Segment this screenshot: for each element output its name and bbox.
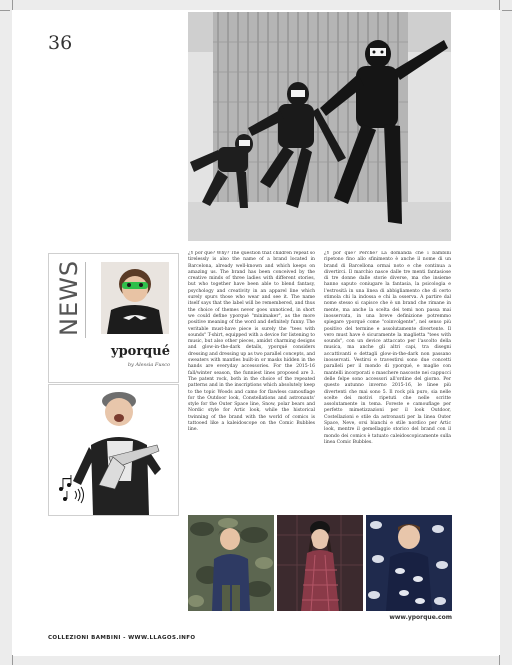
- camo-kid-illustration: [188, 515, 274, 611]
- guitar-kid-photo: [48, 384, 179, 516]
- plaid-dress-girl-photo: [277, 515, 363, 611]
- crop-mark: [12, 655, 13, 665]
- italian-paragraph: ¿Y por qué? Perché? La domanda che i bambini ripetono fino allo sfinimento è anche il nome di un brand di Barcellona ormai noto e che continua a divertirci. Il marchio nasce dalle tre menti fantasiose di tre donne dalle storie diverse, ma che insieme hanno saputo coniugare la fantasia, la psicologia e l'estrosità in una linea di abbigliamento che di certo stimola chi la indossa e chi la osserva. A partire dal nome stesso si capisce che è un brand che rimane in mente, ma anche la scelta dei temi non passa mai inosservata, in una breve definizione potremmo spiegare yporqué come "coinvolgente", nel senso più positivo del termine e assolutamente divertente. Il vero must have è sicuramente la maglietta "tees with sounds", con un device attaccato per l'ascolto della musica, ma anche gli altri capi, tra disegni accattivanti e dettagli glow-in-the-dark non passano inosservati. Vestirsi e travestirsi sono due concetti paralleli per il mondo di yporqué, e maglie con mantelli incorporati o maschere nascoste nei cappucci delle felpe sono accessori all'ordine del giorno. Per questo autunno inverno 2015-16, le linee più divertenti che mai sono 5. Il rock più puro, sia nelle scelte dei motivi ripetuti che nelle scritte assolutamente in tema. Foreste e camouflage per perfetto mimetizzazioni per il look Outdoor, Costellazioni e stile da astronauti per la linea Outer Space, Neve, orsi bianchi e stile nordico per Artic look, mentre il gemellaggio storico del brand con il mondo dei comics è tatuato caleidoscopicamente sulla linea Comic Bubbles.: [324, 251, 451, 445]
- article-text-english: [188, 251, 315, 515]
- byline: by Alessia Fusco: [127, 362, 170, 368]
- guitar-kid-illustration: [49, 385, 178, 515]
- crop-mark: [0, 10, 10, 11]
- brand-name: yporqué: [111, 344, 170, 359]
- news-box: [48, 253, 179, 383]
- comic-print-kid-photo: [366, 515, 452, 611]
- kids-masks-illustration: [188, 12, 451, 241]
- article-text-italian: [324, 251, 451, 515]
- page-number: 36: [48, 32, 73, 54]
- footer-text: COLLEZIONI BAMBINI - WWW.LLAGOS.INFO: [48, 635, 196, 641]
- crop-mark: [499, 0, 500, 10]
- camo-kid-photo: [188, 515, 274, 611]
- website-link[interactable]: www.yporque.com: [389, 614, 452, 621]
- magazine-page: [12, 10, 500, 656]
- crop-mark: [499, 655, 500, 665]
- crop-mark: [502, 10, 512, 11]
- english-paragraph: ¿Y por qué? Why? The question that children repeat so tirelessly is also the name of a brand located in Barcelona, already well-known and which keeps on amazing us. The brand has been conceived by the creative minds of three ladies with different stories, but who together have been able to blend fantasy, psychology and creativity in an apparel line which surely spurs those who wear and see it. The name itself says that the label will be remembered, and thus the choice of themes never goes unnoticed, in short we could define yporqué "minimaker", as the more positive meaning of the word and definitely funny. The veritable must-have piece is surely the "tees with sounds" T-shirt, equipped with a device for listening to music, but also other pieces, amidst charming designs and glow-in-the-dark details, yporqué considers dressing and dressing up as two parallel concepts, and sweaters with mantles built-in or masks hidden in the hands are everyday accessories. For the 2015-16 fall/winter season, the funniest lines proposed are 3. The patent rock, both in the choice of the repeated patterns and in the inscriptions which absolutely keep to the topic Woods and camo for flawless camouflage for the Outdoor look, Constellations and astronauts' style for the Outer Space line, Snow, polar bears and Nordic style for Artic look, while the historical twinning of the brand with the world of comics is tattooed like a kaleidoscope on the Comic Bubbles line.: [188, 251, 315, 433]
- news-label: NEWS: [55, 259, 83, 336]
- batman-kid-illustration: [101, 262, 169, 334]
- comic-print-kid-illustration: [366, 515, 452, 611]
- kids-masks-photo: [188, 12, 451, 241]
- batman-kid-photo: [101, 262, 169, 334]
- divider: [85, 262, 86, 338]
- crop-mark: [12, 0, 13, 10]
- plaid-dress-girl-illustration: [277, 515, 363, 611]
